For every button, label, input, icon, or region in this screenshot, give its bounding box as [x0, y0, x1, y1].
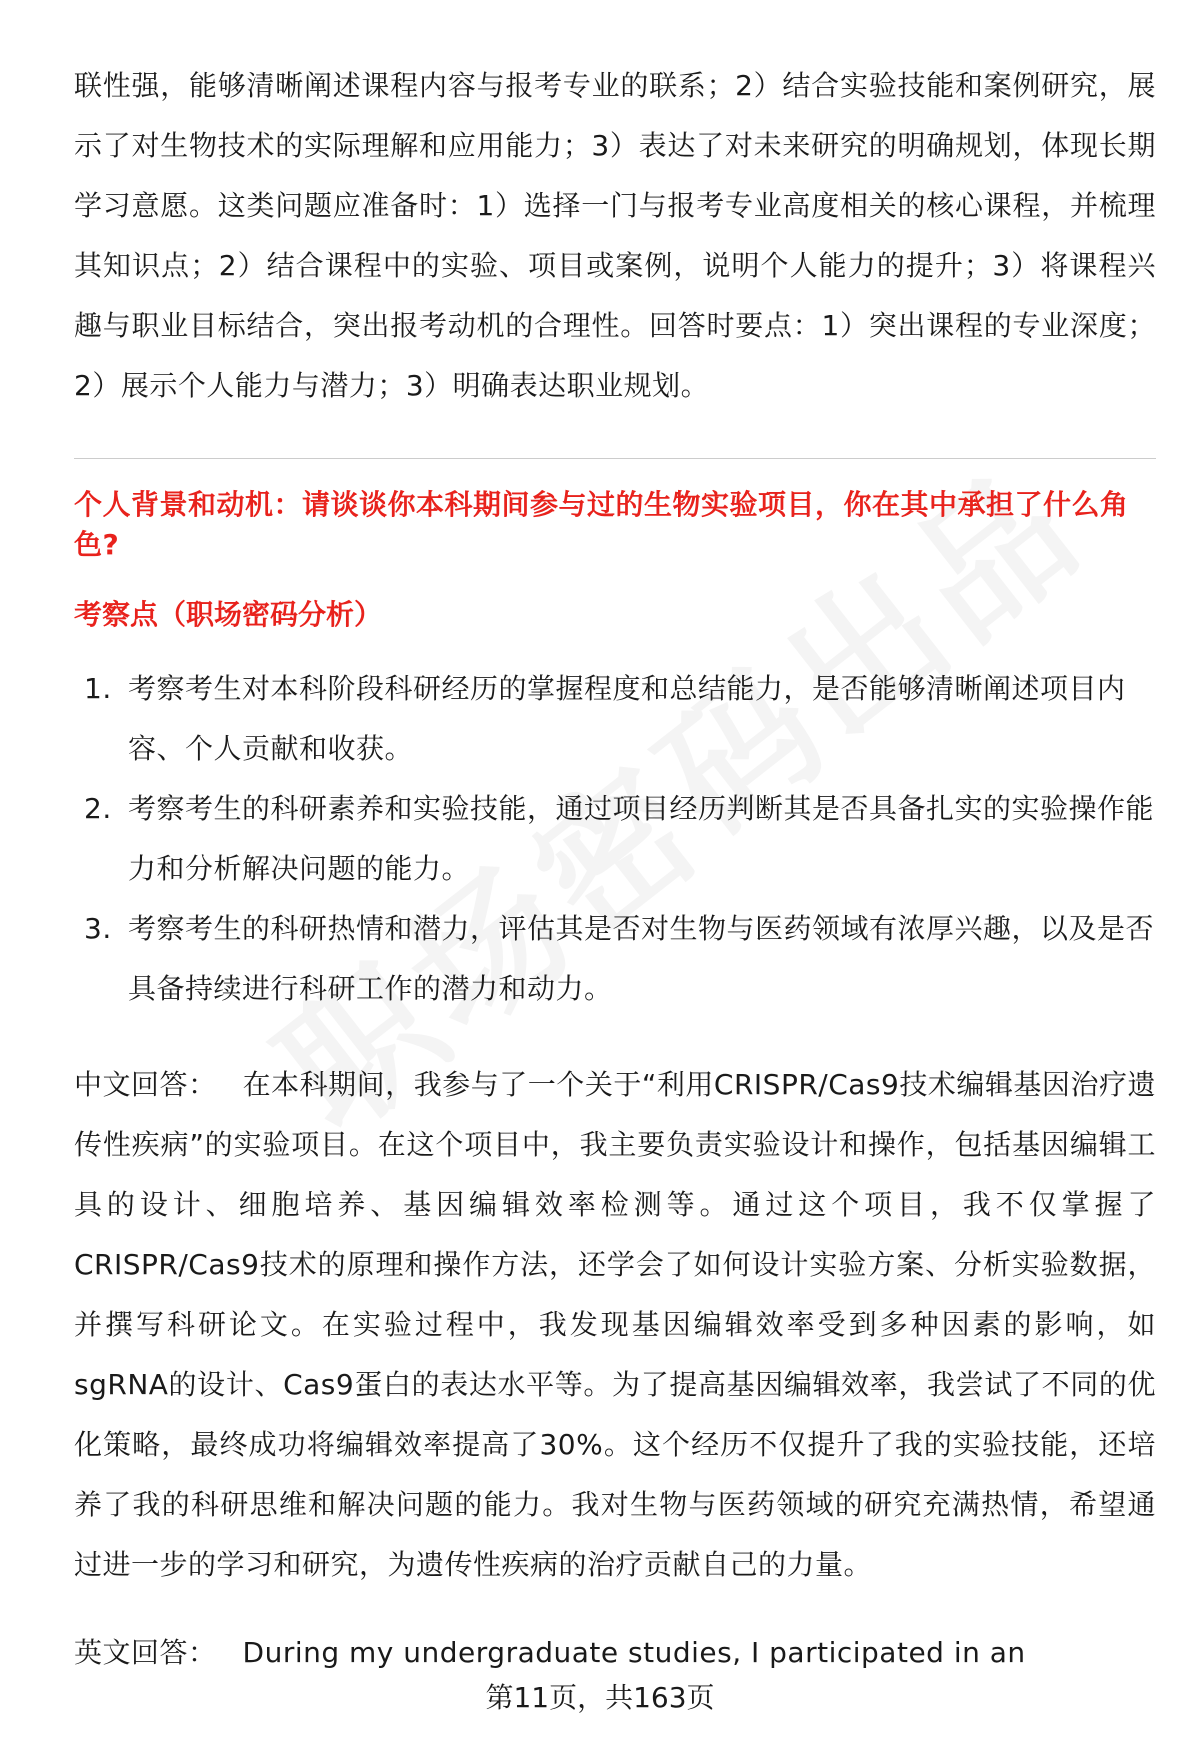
list-item [74, 659, 1156, 779]
intro-paragraph: 联性强，能够清晰阐述课程内容与报考专业的联系；2）结合实验技能和案例研究，展示了对生物技术的实际理解和应用能力；3）表达了对未来研究的明确规划，体现长期学习意愿。这类问题应准备时：1）选择一门与报考专业高度相关的核心课程，并梳理其知识点；2）结合课程中的实验、项目或案例，说明个人能力的提升；3）将课程兴趣与职业目标结合，突出报考动机的合理性。回答时要点：1）突出课程的专业深度；2）展示个人能力与潜力；3）明确表达职业规划。 [74, 69, 1156, 402]
list-item-text: 考察考生对本科阶段科研经历的掌握程度和总结能力，是否能够清晰阐述项目内容、个人贡献和收获。 [128, 672, 1126, 765]
list-item-number: 2. [84, 792, 112, 825]
assessment-points-list [74, 659, 1156, 1019]
page-content [74, 56, 1156, 1683]
question-heading: 个人背景和动机：请谈谈你本科期间参与过的生物实验项目，你在其中承担了什么角色? [74, 488, 1129, 561]
list-item-text: 考察考生的科研素养和实验技能，通过项目经历判断其是否具备扎实的实验操作能力和分析解决问题的能力。 [128, 792, 1155, 885]
chinese-answer-text: 在本科期间，我参与了一个关于“利用CRISPR/Cas9技术编辑基因治疗遗传性疾病”的实验项目。在这个项目中，我主要负责实验设计和操作，包括基因编辑工具的设计、细胞培养、基因编辑效率检测等。通过这个项目，我不仅掌握了CRISPR/Cas9技术的原理和操作方法，还学会了如何设计实验方案、分析实验数据，并撰写科研论文。在实验过程中，我发现基因编辑效率受到多种因素的影响，如sgRNA的设计、Cas9蛋白的表达水平等。为了提高基因编辑效率，我尝试了不同的优化策略，最终成功将编辑效率提高了30%。这个经历不仅提升了我的实验技能，还培养了我的科研思维和解决问题的能力。我对生物与医药领域的研究充满热情，希望通过进一步的学习和研究，为遗传性疾病的治疗贡献自己的力量。 [74, 1068, 1156, 1581]
english-answer-label: 英文回答： [74, 1636, 217, 1669]
english-answer-text: During my undergraduate studies, I participated in an [242, 1636, 1026, 1669]
section-title: 考察点（职场密码分析） [74, 598, 383, 631]
list-item [74, 899, 1156, 1019]
chinese-answer [74, 1055, 1156, 1595]
list-item-text: 考察考生的科研热情和潜力，评估其是否对生物与医药领域有浓厚兴趣，以及是否具备持续进行科研工作的潜力和动力。 [128, 912, 1155, 1005]
english-answer [74, 1623, 1156, 1683]
list-item-number: 3. [84, 912, 112, 945]
section-divider [74, 458, 1156, 459]
list-item [74, 779, 1156, 899]
chinese-answer-label: 中文回答： [74, 1068, 217, 1101]
list-item-number: 1. [84, 672, 112, 705]
page-number-footer: 第11页，共163页 [485, 1681, 715, 1714]
